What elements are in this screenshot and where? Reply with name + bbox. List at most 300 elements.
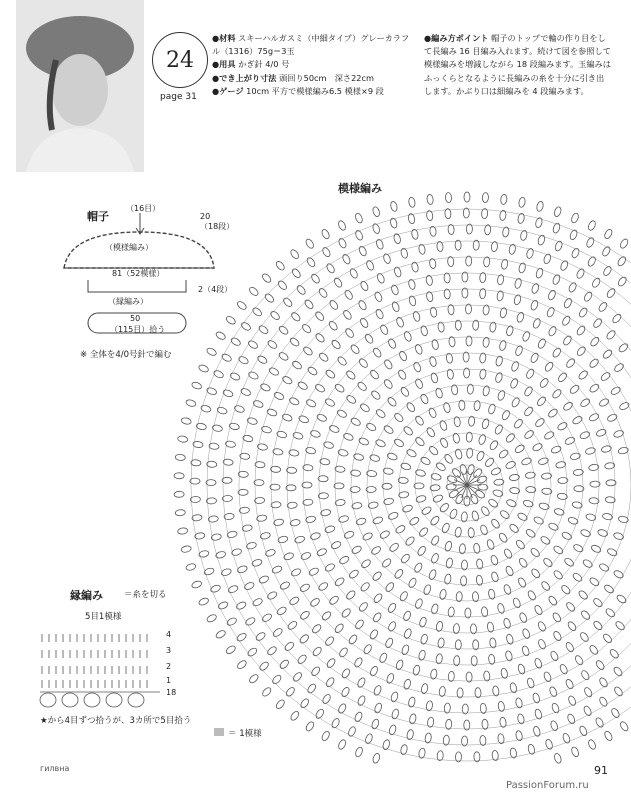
chart-stitch	[370, 545, 382, 556]
chart-stitch	[554, 240, 563, 251]
chart-stitch	[455, 752, 461, 762]
chart-stitch	[338, 237, 348, 249]
info-line: ●でき上がり寸法 頭回り50cm 深さ22cm	[212, 72, 374, 83]
chart-stitch	[297, 381, 309, 391]
chart-stitch	[464, 720, 470, 730]
chart-stitch	[426, 700, 434, 711]
chart-stitch	[372, 206, 381, 217]
chart-stitch	[606, 547, 618, 557]
chart-stitch	[437, 750, 444, 761]
chart-stitch	[604, 462, 615, 469]
chart-stitch	[546, 306, 556, 318]
cap-width-label: 81（52模様）	[112, 269, 165, 278]
chart-stitch	[439, 502, 450, 513]
chart-stitch	[299, 610, 311, 621]
chart-stitch	[536, 396, 547, 407]
chart-stitch	[423, 584, 432, 595]
chart-stitch	[475, 688, 482, 698]
chart-stitch	[216, 406, 227, 415]
chart-stitch	[424, 733, 431, 744]
chart-stitch	[177, 527, 188, 535]
chart-stitch	[518, 197, 526, 208]
chart-stitch	[290, 567, 302, 577]
chart-stitch	[563, 297, 573, 309]
chart-stitch	[334, 483, 344, 489]
cap-title: 帽子	[87, 210, 109, 223]
chart-stitch	[443, 453, 454, 465]
chart-stitch	[402, 610, 412, 622]
chart-stitch	[497, 733, 504, 744]
chart-stitch	[459, 544, 466, 554]
chart-stitch	[296, 654, 307, 665]
chart-stitch	[500, 668, 508, 679]
chart-stitch	[616, 594, 628, 605]
main-diagram-title: 模様編み	[338, 182, 382, 195]
chart-stitch	[553, 206, 562, 217]
chart-stitch	[387, 338, 397, 350]
chart-stitch	[530, 547, 541, 558]
chart-stitch	[588, 412, 600, 422]
chart-stitch	[580, 528, 592, 537]
chart-stitch	[286, 485, 296, 491]
chart-stitch	[462, 272, 468, 282]
chart-stitch	[261, 686, 272, 697]
chart-stitch	[418, 526, 429, 537]
chart-stitch	[468, 528, 475, 538]
chart-stitch	[466, 432, 472, 442]
chart-stitch	[439, 437, 449, 449]
chart-stitch	[580, 669, 590, 681]
chart-stitch	[248, 371, 260, 381]
chart-stitch	[393, 568, 404, 580]
chart-stitch	[379, 529, 391, 539]
chart-stitch	[401, 644, 410, 655]
chart-stitch	[445, 192, 452, 202]
chart-stitch	[382, 483, 392, 489]
chart-stitch	[226, 616, 238, 626]
chart-stitch	[198, 364, 210, 374]
chart-stitch	[448, 607, 455, 618]
chart-stitch	[567, 695, 577, 707]
chart-stitch	[541, 473, 552, 480]
chart-stitch	[330, 540, 342, 550]
chart-stitch	[354, 746, 363, 758]
chart-stitch	[354, 711, 364, 723]
chart-stitch	[384, 637, 394, 649]
chart-stitch	[345, 369, 356, 380]
chart-stitch	[613, 686, 624, 698]
chart-stitch	[271, 674, 282, 685]
chart-stitch	[251, 306, 263, 317]
chart-stitch	[570, 746, 579, 758]
chart-stitch	[473, 400, 480, 411]
chart-stitch	[539, 377, 550, 389]
chart-stitch	[215, 331, 227, 341]
chart-stitch	[390, 201, 398, 212]
chart-stitch	[372, 612, 383, 624]
chart-stitch	[509, 487, 520, 494]
edge-title: 縁編み	[70, 589, 103, 602]
chart-stitch	[565, 678, 575, 690]
chart-stitch	[416, 545, 427, 557]
chart-stitch	[258, 324, 270, 335]
chart-stitch	[321, 246, 331, 258]
chart-stitch	[390, 691, 399, 702]
chart-stitch	[559, 663, 569, 675]
chart-stitch	[547, 408, 559, 419]
chart-stitch	[553, 753, 562, 764]
chart-stitch	[252, 399, 263, 408]
edge-stitch	[62, 693, 78, 707]
chart-stitch	[258, 575, 270, 585]
chart-stitch	[393, 438, 405, 448]
chart-stitch	[421, 683, 429, 694]
chart-stitch	[551, 388, 562, 399]
chart-stitch	[473, 240, 479, 250]
chart-stitch	[609, 648, 620, 659]
chart-stitch	[472, 640, 479, 650]
chart-stitch	[569, 229, 578, 241]
chart-stitch	[359, 280, 369, 292]
chart-stitch	[481, 208, 488, 218]
repeat-label: 5目1模様	[85, 612, 122, 622]
chart-stitch	[533, 604, 543, 616]
chart-stitch	[375, 438, 387, 448]
chart-stitch	[177, 435, 188, 443]
cap-pickup-label: （115目）拾う	[110, 325, 166, 334]
chart-stitch	[505, 565, 515, 577]
chart-stitch	[326, 657, 337, 669]
chart-stitch	[350, 417, 362, 427]
chart-stitch	[340, 686, 350, 698]
chart-stitch	[598, 677, 609, 689]
chart-stitch	[414, 378, 424, 390]
chart-stitch	[565, 601, 576, 613]
chart-stitch	[285, 686, 296, 698]
chart-stitch	[334, 623, 345, 634]
chart-stitch	[185, 563, 196, 572]
chart-stitch	[387, 621, 397, 633]
chart-stitch	[579, 397, 591, 408]
chart-stitch	[325, 369, 337, 380]
chart-stitch	[356, 677, 366, 689]
chart-stitch	[484, 457, 495, 468]
chart-stitch	[448, 304, 455, 315]
chart-stitch	[562, 401, 574, 412]
chart-stitch	[206, 613, 218, 623]
chart-stitch	[611, 313, 622, 324]
chart-stitch	[468, 416, 475, 426]
chart-stitch	[318, 287, 329, 299]
chart-stitch	[372, 753, 381, 764]
chart-stitch	[384, 581, 395, 593]
chart-stitch	[260, 383, 272, 393]
chart-stitch	[381, 557, 392, 568]
chart-stitch	[403, 628, 412, 640]
chart-stitch	[412, 361, 421, 373]
chart-stitch	[307, 366, 319, 377]
chart-stitch	[601, 246, 611, 258]
chart-stitch	[266, 645, 278, 656]
chart-stitch	[565, 641, 575, 653]
chart-stitch	[341, 668, 351, 680]
chart-stitch	[449, 508, 459, 520]
chart-stitch	[387, 511, 399, 520]
chart-stitch	[552, 612, 563, 624]
chart-stitch	[536, 201, 544, 212]
chart-stitch	[365, 260, 375, 272]
chart-stitch	[561, 531, 573, 541]
chart-stitch	[264, 292, 275, 303]
chart-stitch	[400, 553, 411, 565]
chart-stitch	[578, 369, 589, 380]
chart-stitch	[328, 320, 339, 332]
chart-stitch	[453, 656, 460, 666]
chart-stitch	[230, 337, 242, 347]
chart-stitch	[206, 480, 216, 486]
chart-stitch	[185, 399, 196, 408]
chart-stitch	[466, 256, 472, 266]
cap-bottom-label: 50	[130, 314, 141, 323]
chart-stitch	[383, 359, 393, 371]
chart-stitch	[318, 492, 328, 499]
chart-stitch	[418, 244, 426, 255]
chart-stitch	[494, 424, 504, 436]
chart-stitch	[275, 260, 286, 272]
chart-stitch	[506, 499, 518, 508]
chart-stitch	[574, 486, 584, 492]
chart-stitch	[455, 240, 461, 250]
chart-stitch	[407, 577, 417, 589]
chart-stitch	[337, 703, 347, 715]
chart-stitch	[420, 456, 432, 466]
edge-chart	[40, 634, 160, 707]
edge-row-label: 3	[166, 646, 172, 655]
chart-stitch	[553, 569, 564, 580]
chart-stitch	[498, 532, 509, 544]
chart-stitch	[525, 528, 537, 539]
chart-stitch	[174, 491, 184, 497]
chart-stitch	[376, 273, 385, 285]
chart-stitch	[393, 412, 404, 423]
chart-stitch	[278, 325, 290, 336]
chart-stitch	[428, 445, 439, 456]
chart-stitch	[358, 357, 369, 369]
chart-stitch	[284, 641, 295, 652]
chart-stitch	[192, 514, 203, 521]
chart-stitch	[369, 369, 380, 381]
chart-stitch	[459, 400, 466, 410]
chart-stitch	[383, 378, 394, 390]
chart-stitch	[483, 257, 490, 267]
chart-stitch	[256, 514, 267, 522]
chart-stitch	[336, 355, 347, 366]
chart-stitch	[522, 628, 531, 640]
chart-stitch	[501, 409, 511, 421]
chart-stitch	[451, 384, 458, 395]
chart-stitch	[395, 316, 404, 328]
chart-stitch	[571, 247, 581, 259]
chart-stitch	[618, 342, 629, 353]
chart-stitch	[448, 337, 455, 348]
chart-stitch	[578, 725, 588, 737]
chart-stitch	[428, 569, 437, 580]
page-number: 91	[594, 764, 608, 777]
chart-stitch	[270, 484, 280, 490]
chart-stitch	[560, 584, 571, 595]
chart-stitch	[464, 368, 470, 378]
chart-stitch	[613, 666, 624, 678]
chart-stitch	[419, 393, 429, 405]
chart-stitch	[530, 352, 540, 364]
chart-stitch	[562, 335, 573, 347]
chart-stitch	[354, 230, 363, 242]
chart-stitch	[446, 483, 457, 490]
chart-stitch	[457, 485, 467, 495]
chart-stitch	[517, 577, 527, 589]
chart-stitch	[345, 394, 357, 405]
chart-stitch	[503, 548, 513, 560]
chart-stitch	[347, 726, 357, 738]
chart-stitch	[408, 516, 420, 527]
chart-stitch	[432, 494, 444, 504]
chart-stitch	[296, 284, 307, 296]
chart-stitch	[456, 592, 463, 602]
chart-stitch	[292, 671, 303, 682]
watermark: PassionForum.ru	[506, 780, 589, 791]
chart-stitch	[505, 460, 517, 470]
chart-stitch	[248, 286, 259, 297]
chart-stitch	[271, 501, 282, 508]
chart-stitch	[319, 458, 330, 466]
chart-stitch	[569, 384, 580, 395]
chart-stitch	[175, 454, 186, 461]
chart-stitch	[239, 507, 250, 514]
chart-stitch	[498, 448, 510, 459]
chart-stitch	[466, 224, 472, 234]
chart-stitch	[555, 461, 566, 469]
chart-stitch	[426, 194, 433, 205]
chart-stitch	[358, 601, 369, 613]
chart-stitch	[606, 480, 616, 486]
chart-stitch	[287, 502, 298, 509]
chart-stitch	[379, 324, 389, 336]
chart-stitch	[261, 272, 272, 283]
chart-stitch	[518, 557, 529, 569]
chart-stitch	[325, 676, 336, 688]
chart-stitch	[549, 650, 559, 662]
chart-stitch	[261, 612, 273, 623]
chart-stitch	[491, 241, 498, 252]
chart-stitch	[314, 383, 326, 394]
chart-stitch	[289, 710, 300, 722]
chart-stitch	[321, 730, 331, 742]
chart-stitch	[532, 442, 544, 452]
chart-stitch	[279, 581, 291, 591]
chart-stitch	[290, 311, 301, 322]
chart-stitch	[343, 530, 355, 539]
chart-stitch	[492, 750, 499, 761]
chart-stitch	[505, 432, 516, 443]
chart-stitch	[206, 498, 216, 505]
chart-stitch	[557, 493, 568, 500]
chart-stitch	[312, 646, 323, 657]
chart-stitch	[430, 553, 440, 565]
chart-stitch	[481, 606, 488, 617]
chart-stitch	[514, 443, 526, 454]
chart-stitch	[613, 569, 625, 579]
chart-stitch	[512, 597, 521, 609]
chart-stitch	[328, 299, 339, 311]
chart-stitch	[462, 704, 468, 714]
chart-stitch	[549, 686, 558, 698]
chart-stitch	[590, 544, 602, 554]
chart-stitch	[353, 657, 363, 669]
chart-stitch	[258, 661, 269, 672]
chart-stitch	[404, 535, 415, 546]
chart-stitch	[254, 497, 264, 504]
chart-stitch	[557, 421, 569, 431]
chart-stitch	[302, 345, 314, 356]
chart-stitch	[479, 353, 486, 364]
chart-stitch	[439, 686, 446, 697]
chart-stitch	[598, 562, 610, 572]
edge-stitch	[40, 693, 56, 707]
chart-stitch	[345, 589, 356, 600]
chart-stitch	[414, 598, 423, 610]
chart-stitch	[457, 688, 463, 698]
chart-stitch	[344, 289, 354, 301]
chart-stitch	[595, 717, 605, 729]
chart-stitch	[590, 481, 600, 487]
chart-stitch	[435, 461, 447, 472]
chart-stitch	[321, 228, 331, 240]
chart-stitch	[619, 238, 629, 250]
chart-stitch	[181, 545, 192, 553]
chart-stitch	[174, 473, 184, 479]
chart-stitch	[605, 607, 616, 618]
chart-stitch	[281, 375, 293, 385]
chart-stitch	[334, 576, 346, 587]
chart-stitch	[472, 591, 479, 601]
chart-stitch	[256, 355, 268, 365]
chart-stitch	[550, 445, 562, 454]
chart-stitch	[606, 287, 617, 299]
chart-stitch	[585, 237, 595, 249]
chart-stitch	[268, 366, 280, 376]
chart-stitch	[463, 352, 469, 362]
chart-stitch	[534, 417, 545, 428]
chart-stitch	[271, 565, 283, 575]
chart-stitch	[490, 467, 502, 477]
chart-stitch	[572, 543, 584, 553]
legend-text: ＝ 1模様	[228, 729, 262, 739]
chart-stitch	[310, 666, 321, 678]
chart-stitch	[480, 505, 491, 517]
chart-stitch	[548, 522, 560, 532]
chart-stitch	[369, 665, 379, 677]
cap-edge-rows-label: 2（4段）	[198, 285, 233, 294]
chart-stitch	[255, 461, 266, 468]
chart-stitch	[592, 620, 603, 631]
chart-stitch	[467, 475, 477, 485]
chart-stitch	[476, 575, 483, 586]
chart-stitch	[388, 724, 397, 735]
chart-stitch	[603, 584, 615, 595]
chart-stitch	[444, 289, 451, 300]
chart-stitch	[543, 671, 552, 683]
chart-stitch	[414, 483, 424, 489]
